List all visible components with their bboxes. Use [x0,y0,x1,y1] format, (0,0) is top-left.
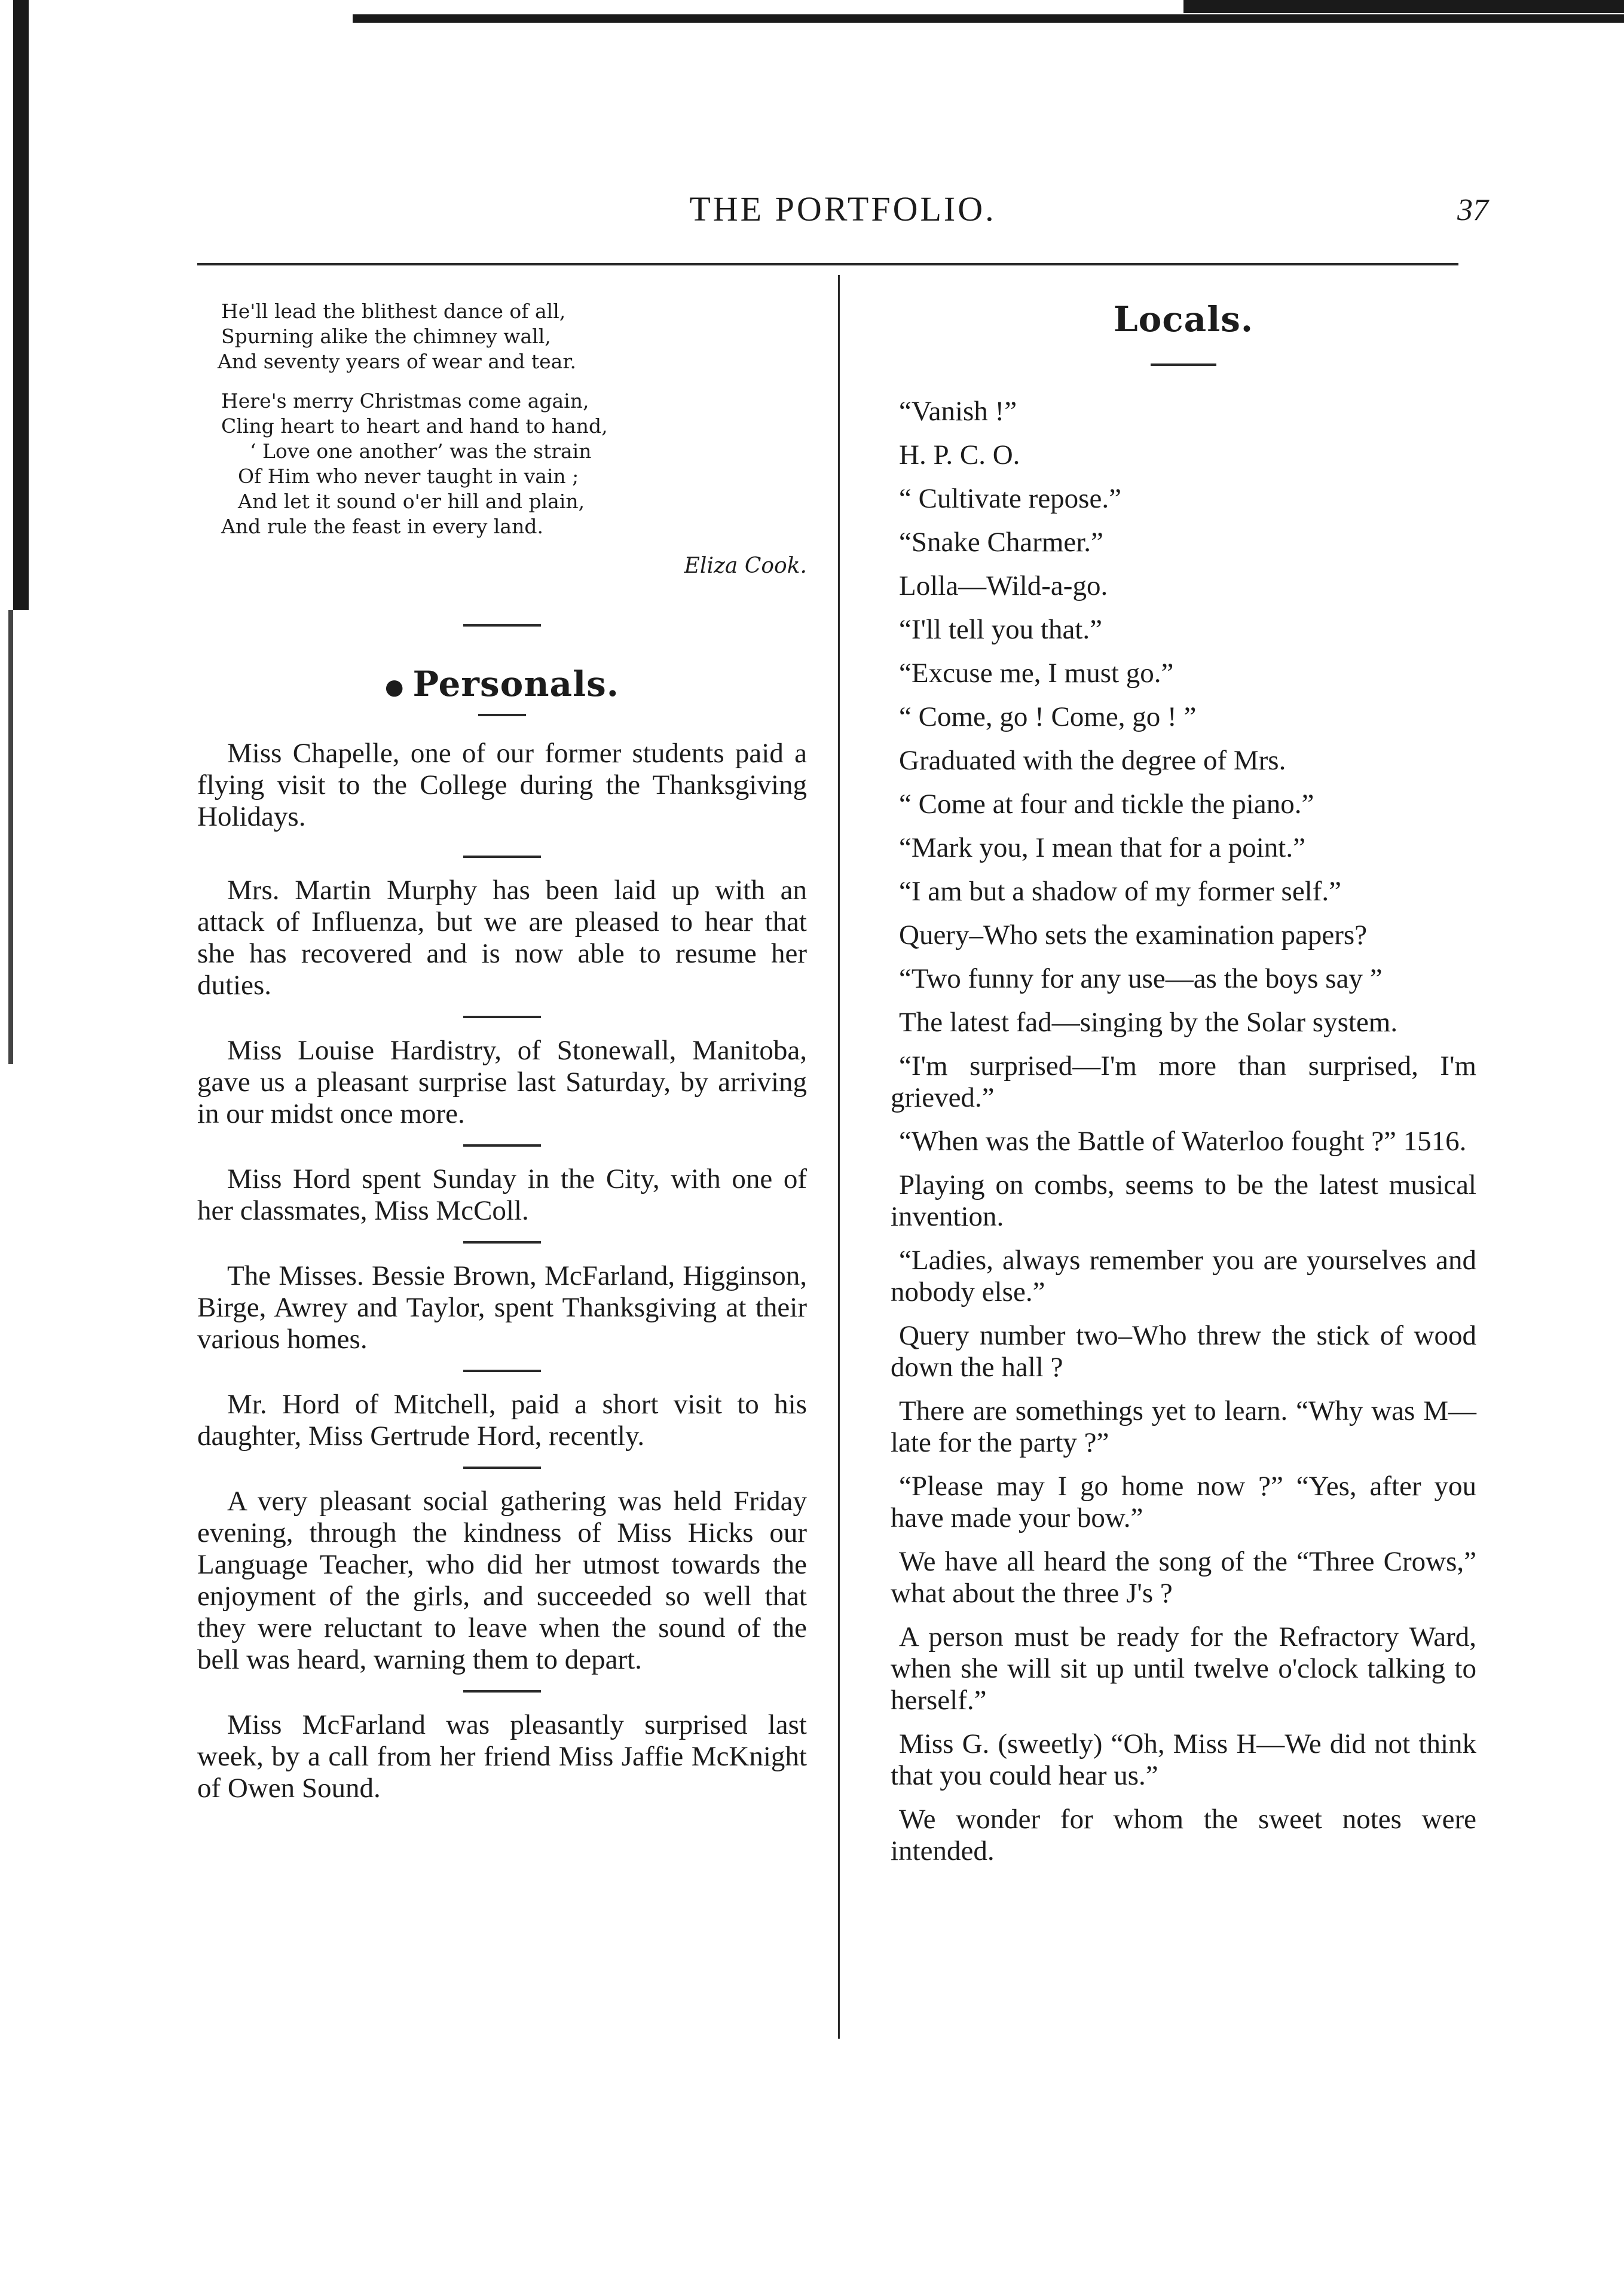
local-item: “ Come, go ! Come, go ! ” [899,701,1197,732]
local-item: “I am but a shadow of my former self.” [899,876,1341,907]
local-item: “I'll tell you that.” [899,614,1102,645]
left-column [197,299,807,1804]
poem-line: Cling heart to heart and hand to hand, [221,414,608,438]
personal-item: Mrs. Martin Murphy has been laid up with an attack of Influenza, but we are pleased to hear that she has recovered and is now able to resume her duties. [197,875,807,1001]
poem-stanza [218,299,807,374]
personal-item: Mr. Hord of Mitchell, paid a short visit to his daughter, Miss Gertrude Hord, recently. [197,1389,807,1452]
local-item: Miss G. (sweetly) “Oh, Miss H—We did not think that you could hear us.” [891,1728,1476,1791]
bullet-icon: ● [385,674,405,699]
local-item: Lolla—Wild-a-go. [899,570,1108,601]
local-item: “Mark you, I mean that for a point.” [899,832,1305,863]
page-number: 37 [1457,193,1488,227]
poem-line: Spurning alike the chimney wall, [221,325,551,348]
local-item: Playing on combs, seems to be the latest musical invention. [891,1169,1476,1232]
local-item: “Please may I go home now ?” “Yes, after you have made your bow.” [891,1471,1476,1533]
personal-item: A very pleasant social gathering was held Friday evening, through the kindness of Miss Hicks our Language Teacher, who did her utmost towards the enjoyment of the girls, and succeeded so well that they were reluctant to leave when the sound of the bell was heard, warning them to depart. [197,1486,807,1675]
page-header [197,189,1488,237]
personals-heading [197,664,807,704]
locals-list [891,396,1476,1867]
local-item: There are somethings yet to learn. “Why was M— late for the party ?” [891,1395,1476,1458]
local-item: A person must be ready for the Refractory Ward, when she will sit up until twelve o'clock talking to herself.” [891,1621,1476,1716]
personal-item: Miss Louise Hardistry, of Stonewall, Manitoba, gave us a pleasant surprise last Saturday, by arriving in our midst once more. [197,1035,807,1129]
journal-title: THE PORTFOLIO. [689,190,996,228]
locals-heading: Locals. [1113,299,1254,340]
local-item: H. P. C. O. [899,439,1020,471]
local-item: “Vanish !” [899,396,1017,427]
poem-line: ‘ Love one another’ was the strain [250,439,592,463]
local-item: Graduated with the degree of Mrs. [899,745,1286,776]
header-rule [197,263,1458,265]
local-item: “Excuse me, I must go.” [899,658,1174,689]
poem-line: Here's merry Christmas come again, [221,389,589,413]
scan-edge-shadow [13,0,29,610]
local-item: Query–Who sets the examination papers? [899,919,1368,951]
right-column [891,299,1476,1867]
local-item: “When was the Battle of Waterloo fought ?” 1516. [899,1126,1467,1157]
poem-line: Of Him who never taught in vain ; [238,465,579,488]
poem-line: He'll lead the blithest dance of all, [221,300,566,323]
local-item: Query number two–Who threw the stick of wood down the hall ? [891,1320,1476,1383]
poem-line: And rule the feast in every land. [221,515,543,538]
personal-item: Miss McFarland was pleasantly surprised last week, by a call from her friend Miss Jaffie McKnight of Owen Sound. [197,1709,807,1804]
local-item: “I'm surprised—I'm more than surprised, I'm grieved.” [891,1050,1476,1113]
local-item: “Ladies, always remember you are yourselves and nobody else.” [891,1245,1476,1308]
local-item: The latest fad—singing by the Solar system. [899,1007,1398,1038]
scan-edge-shadow-lower [8,610,13,1064]
local-item: “Two funny for any use—as the boys say ” [899,963,1383,994]
poem [218,299,807,579]
poem-line: And seventy years of wear and tear. [218,350,576,373]
local-item: We wonder for whom the sweet notes were intended. [891,1804,1476,1866]
personals-heading-text: Personals. [412,664,619,704]
personal-item: The Misses. Bessie Brown, McFarland, Higginson, Birge, Awrey and Taylor, spent Thanksgiving at their various homes. [197,1260,807,1355]
poem-attribution: Eliza Cook. [684,554,807,578]
personal-item: Miss Chapelle, one of our former students paid a flying visit to the College during the Thanksgiving Holidays. [197,738,807,832]
poem-line: And let it sound o'er hill and plain, [238,490,585,513]
column-divider [838,275,840,2039]
local-item: “ Cultivate repose.” [899,483,1121,514]
local-item: “Snake Charmer.” [899,527,1103,558]
local-item: “ Come at four and tickle the piano.” [899,789,1314,820]
personal-item: Miss Hord spent Sunday in the City, with one of her classmates, Miss McColl. [197,1163,807,1226]
poem-stanza [221,389,807,539]
scan-top-corner [1183,0,1624,13]
local-item: We have all heard the song of the “Three Crows,” what about the three J's ? [891,1546,1476,1609]
